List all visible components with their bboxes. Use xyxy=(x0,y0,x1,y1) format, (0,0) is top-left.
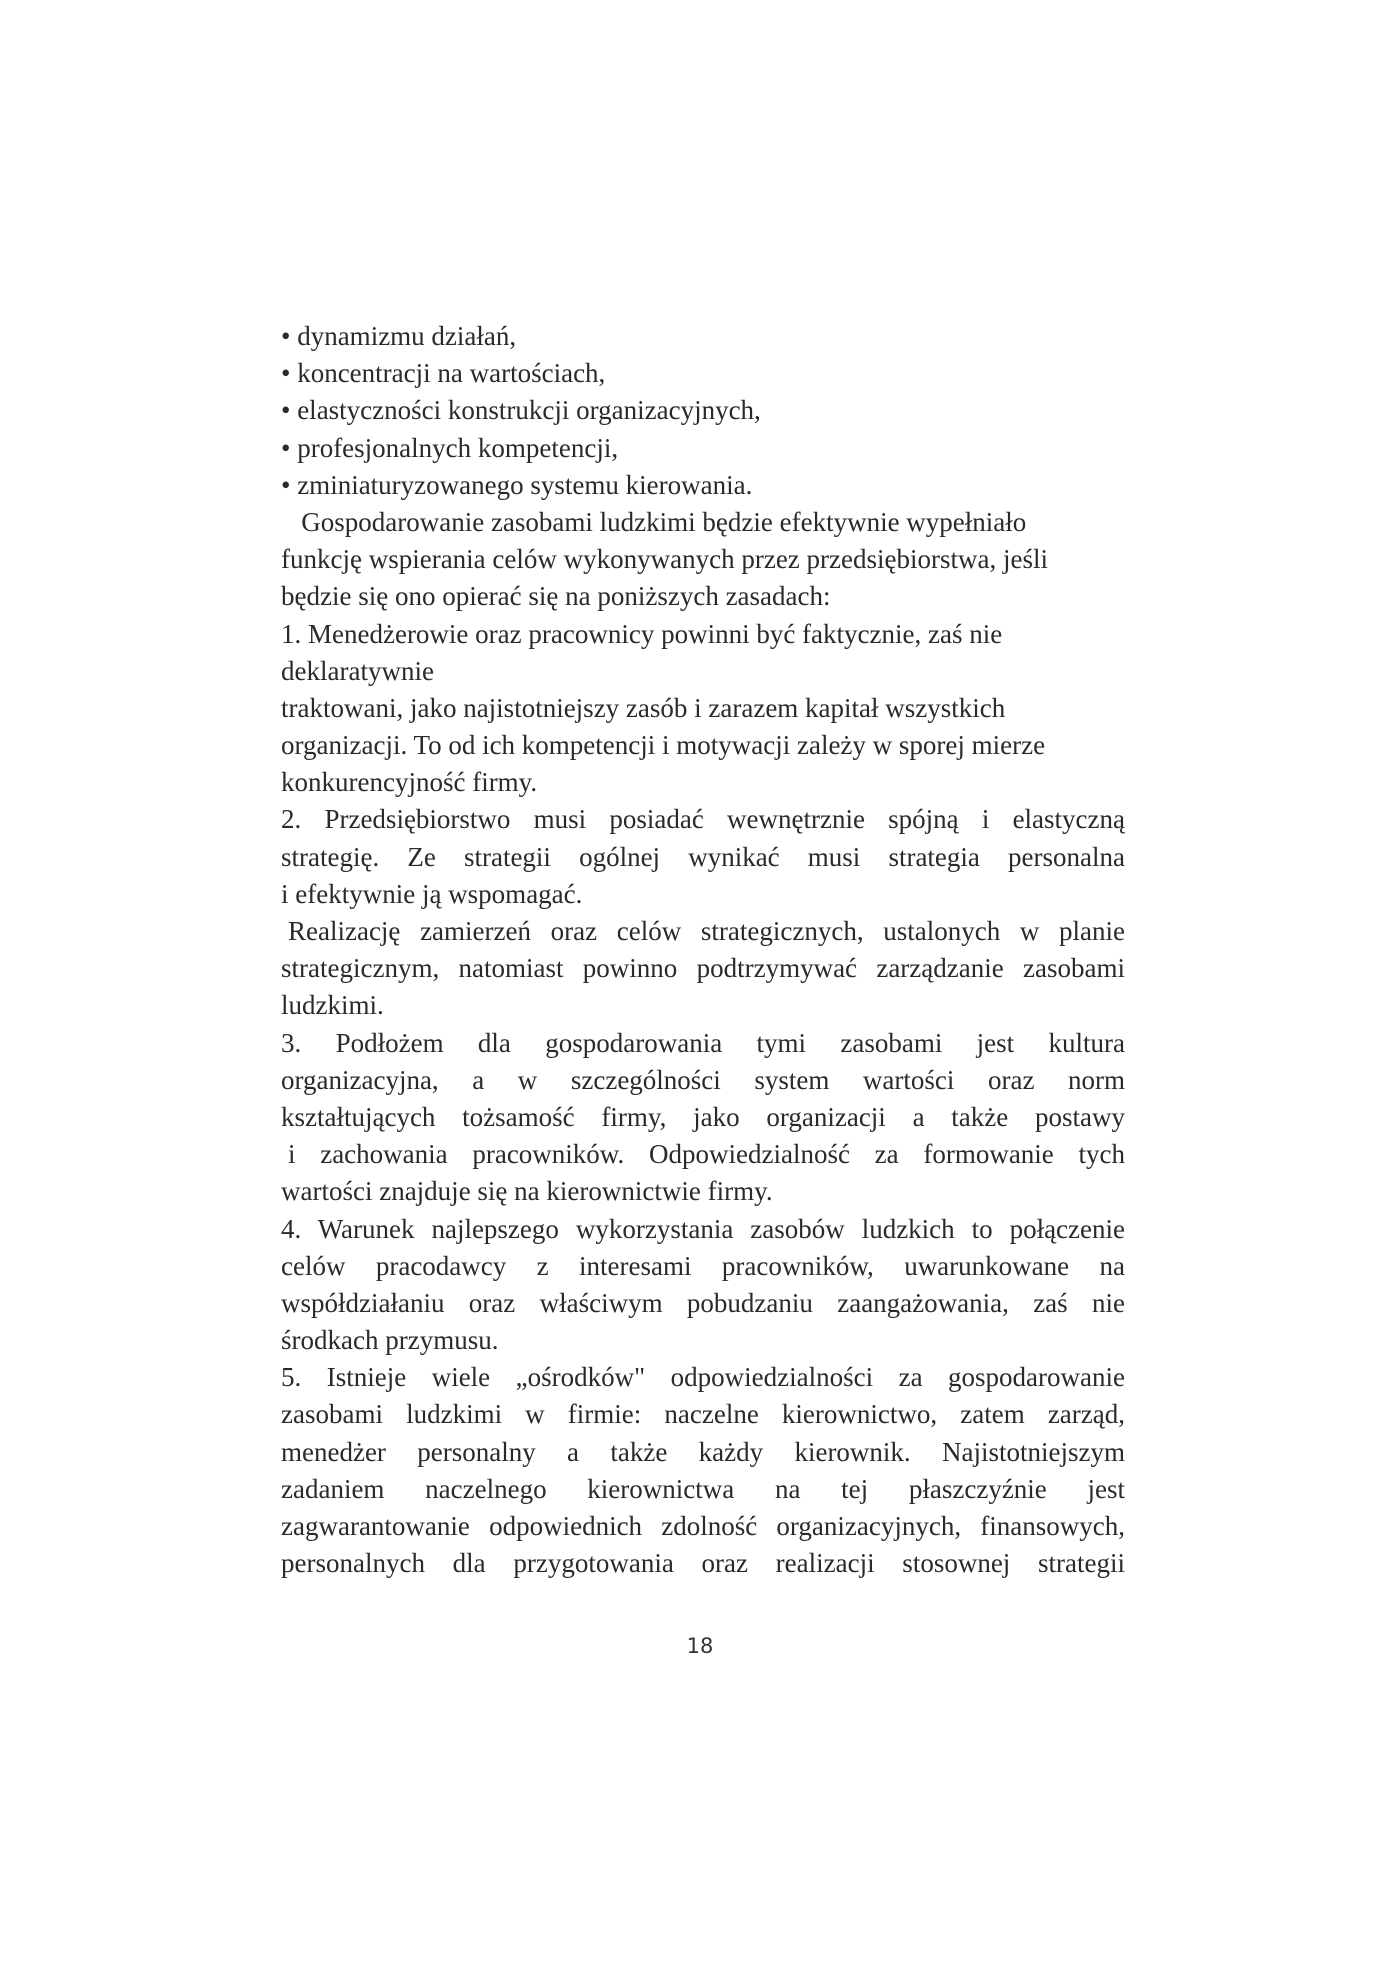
page-number: 18 xyxy=(686,1634,714,1658)
text-line: będzie się ono opierać się na poniższych zasadach: xyxy=(281,581,831,612)
bullet-item: • koncentracji na wartościach, xyxy=(281,358,606,389)
principle-2 xyxy=(281,801,1125,913)
principle-1 xyxy=(281,616,1125,802)
text-line: 2. Przedsiębiorstwo musi posiadać wewnętrznie spójną i elastyczną xyxy=(281,804,1125,835)
text-line: 5. Istnieje wiele „ośrodków" odpowiedzialności za gospodarowanie xyxy=(281,1362,1125,1393)
text-line: organizacji. To od ich kompetencji i motywacji zależy w sporej mierze xyxy=(281,730,1046,761)
text-line: Gospodarowanie zasobami ludzkimi będzie efektywnie wypełniało xyxy=(281,506,1027,537)
text-line: personalnych dla przygotowania oraz realizacji stosownej strategii xyxy=(281,1548,1125,1579)
bullet-item: • dynamizmu działań, xyxy=(281,321,517,351)
text-line: i efektywnie ją wspomagać. xyxy=(281,878,583,909)
text-line: 3. Podłożem dla gospodarowania tymi zasobami jest kultura xyxy=(281,1027,1125,1058)
text-line: zasobami ludzkimi w firmie: naczelne kierownictwo, zatem zarząd, xyxy=(281,1399,1125,1430)
text-line: kształtujących tożsamość firmy, jako organizacji a także postawy xyxy=(281,1101,1125,1132)
text-line: menedżer personalny a także każdy kierownik. Najistotniejszym xyxy=(281,1436,1125,1467)
principle-4 xyxy=(281,1211,1125,1360)
bullet-item: • elastyczności konstrukcji organizacyjnych, xyxy=(281,395,761,426)
text-line: wartości znajduje się na kierownictwie firmy. xyxy=(281,1176,773,1207)
principle-3 xyxy=(281,1025,1125,1211)
bullet-item: • profesjonalnych kompetencji, xyxy=(281,432,619,463)
bullet-list xyxy=(281,318,1125,504)
realization-paragraph xyxy=(281,913,1125,1025)
principle-5 xyxy=(281,1359,1125,1582)
text-line: zagwarantowanie odpowiednich zdolność organizacyjnych, finansowych, xyxy=(281,1511,1125,1541)
text-line: traktowani, jako najistotniejszy zasób i zarazem kapitał wszystkich xyxy=(281,692,1006,723)
body-text xyxy=(281,318,1125,1582)
text-line: i zachowania pracowników. Odpowiedzialność za formowanie tych xyxy=(288,1139,1125,1170)
text-line: Realizację zamierzeń oraz celów strategicznych, ustalonych w planie xyxy=(288,916,1125,946)
text-line: ludzkimi. xyxy=(281,990,384,1021)
intro-paragraph xyxy=(281,504,1125,616)
bullet-item: • zminiaturyzowanego systemu kierowania. xyxy=(281,469,753,500)
text-line: funkcję wspierania celów wykonywanych przez przedsiębiorstwa, jeśli xyxy=(281,544,1048,575)
text-line: organizacyjna, a w szczególności system wartości oraz norm xyxy=(281,1064,1125,1095)
text-line: 4. Warunek najlepszego wykorzystania zasobów ludzkich to połączenie xyxy=(281,1213,1125,1244)
text-line: współdziałaniu oraz właściwym pobudzaniu zaangażowania, zaś nie xyxy=(281,1287,1125,1318)
text-line: strategię. Ze strategii ogólnej wynikać musi strategia personalna xyxy=(281,841,1125,872)
text-line: celów pracodawcy z interesami pracowników, uwarunkowane na xyxy=(281,1250,1125,1281)
text-line: 1. Menedżerowie oraz pracownicy powinni być faktycznie, zaś nie xyxy=(281,618,1003,649)
text-line: środkach przymusu. xyxy=(281,1325,499,1356)
text-line: strategicznym, natomiast powinno podtrzymywać zarządzanie zasobami xyxy=(281,953,1125,984)
text-line: zadaniem naczelnego kierownictwa na tej płaszczyźnie jest xyxy=(281,1473,1125,1504)
text-line: konkurencyjność firmy. xyxy=(281,767,538,798)
text-line: deklaratywnie xyxy=(281,655,434,686)
